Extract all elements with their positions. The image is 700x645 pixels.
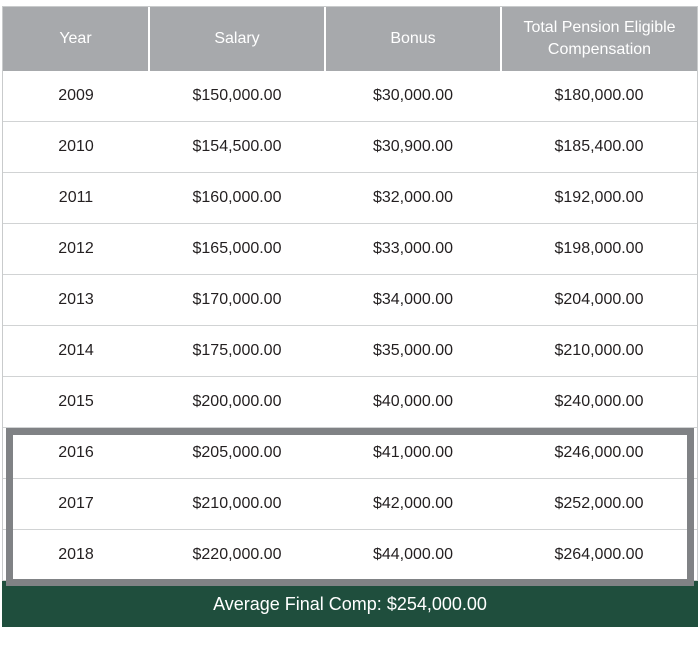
cell-year: 2009: [58, 87, 94, 104]
cell-total: $198,000.00: [501, 224, 697, 275]
cell-salary: $205,000.00: [149, 428, 325, 479]
cell-total: $252,000.00: [501, 479, 697, 530]
cell-year: 2012: [3, 224, 149, 275]
cell-year: 2017: [3, 479, 149, 530]
cell-bonus: $42,000.00: [325, 479, 501, 530]
header-row: [3, 7, 697, 71]
table-row: [3, 530, 697, 581]
cell-total: $246,000.00: [501, 428, 697, 479]
average-final-comp-footer: Average Final Comp: $254,000.00: [2, 581, 698, 627]
cell-salary: $165,000.00: [149, 224, 325, 275]
cell-year: 2011: [3, 173, 149, 224]
compensation-table-container: [2, 6, 698, 581]
cell-bonus: $34,000.00: [325, 275, 501, 326]
cell-year: 2013: [3, 275, 149, 326]
cell-salary: $150,000.00: [192, 87, 282, 104]
cell-bonus: $33,000.00: [325, 224, 501, 275]
table-row: [3, 377, 697, 428]
cell-bonus: $44,000.00: [325, 530, 501, 581]
table-row: [3, 428, 697, 479]
cell-salary: $175,000.00: [149, 326, 325, 377]
table-header: [3, 7, 697, 71]
compensation-table: [3, 7, 697, 580]
cell-bonus: $30,900.00: [325, 122, 501, 173]
cell-salary: $154,500.00: [149, 122, 325, 173]
header-year: Year: [3, 7, 149, 71]
cell-bonus: $35,000.00: [325, 326, 501, 377]
cell-salary: $160,000.00: [149, 173, 325, 224]
cell-salary: $220,000.00: [149, 530, 325, 581]
cell-salary: $200,000.00: [149, 377, 325, 428]
cell-total: $210,000.00: [501, 326, 697, 377]
header-bonus: Bonus: [325, 7, 501, 71]
table-row: [3, 173, 697, 224]
table-row: [3, 71, 697, 122]
table-body: [3, 71, 697, 580]
cell-year: 2018: [3, 530, 149, 581]
cell-year: 2010: [3, 122, 149, 173]
cell-total: $180,000.00: [554, 87, 644, 104]
cell-year: 2015: [3, 377, 149, 428]
cell-total: $185,400.00: [501, 122, 697, 173]
header-total-compensation: Total Pension Eligible Compensation: [501, 7, 697, 71]
header-salary: Salary: [149, 7, 325, 71]
cell-total: $204,000.00: [501, 275, 697, 326]
cell-bonus: $30,000.00: [372, 87, 454, 104]
table-row: [3, 122, 697, 173]
cell-total: $264,000.00: [501, 530, 697, 581]
cell-bonus: $40,000.00: [325, 377, 501, 428]
table-row: [3, 479, 697, 530]
cell-year: 2014: [3, 326, 149, 377]
cell-salary: $210,000.00: [149, 479, 325, 530]
cell-bonus: $41,000.00: [325, 428, 501, 479]
cell-salary: $170,000.00: [149, 275, 325, 326]
table-row: [3, 275, 697, 326]
table-row: [3, 326, 697, 377]
cell-total: $240,000.00: [501, 377, 697, 428]
cell-total: $192,000.00: [501, 173, 697, 224]
table-row: [3, 224, 697, 275]
cell-bonus: $32,000.00: [325, 173, 501, 224]
cell-year: 2016: [3, 428, 149, 479]
